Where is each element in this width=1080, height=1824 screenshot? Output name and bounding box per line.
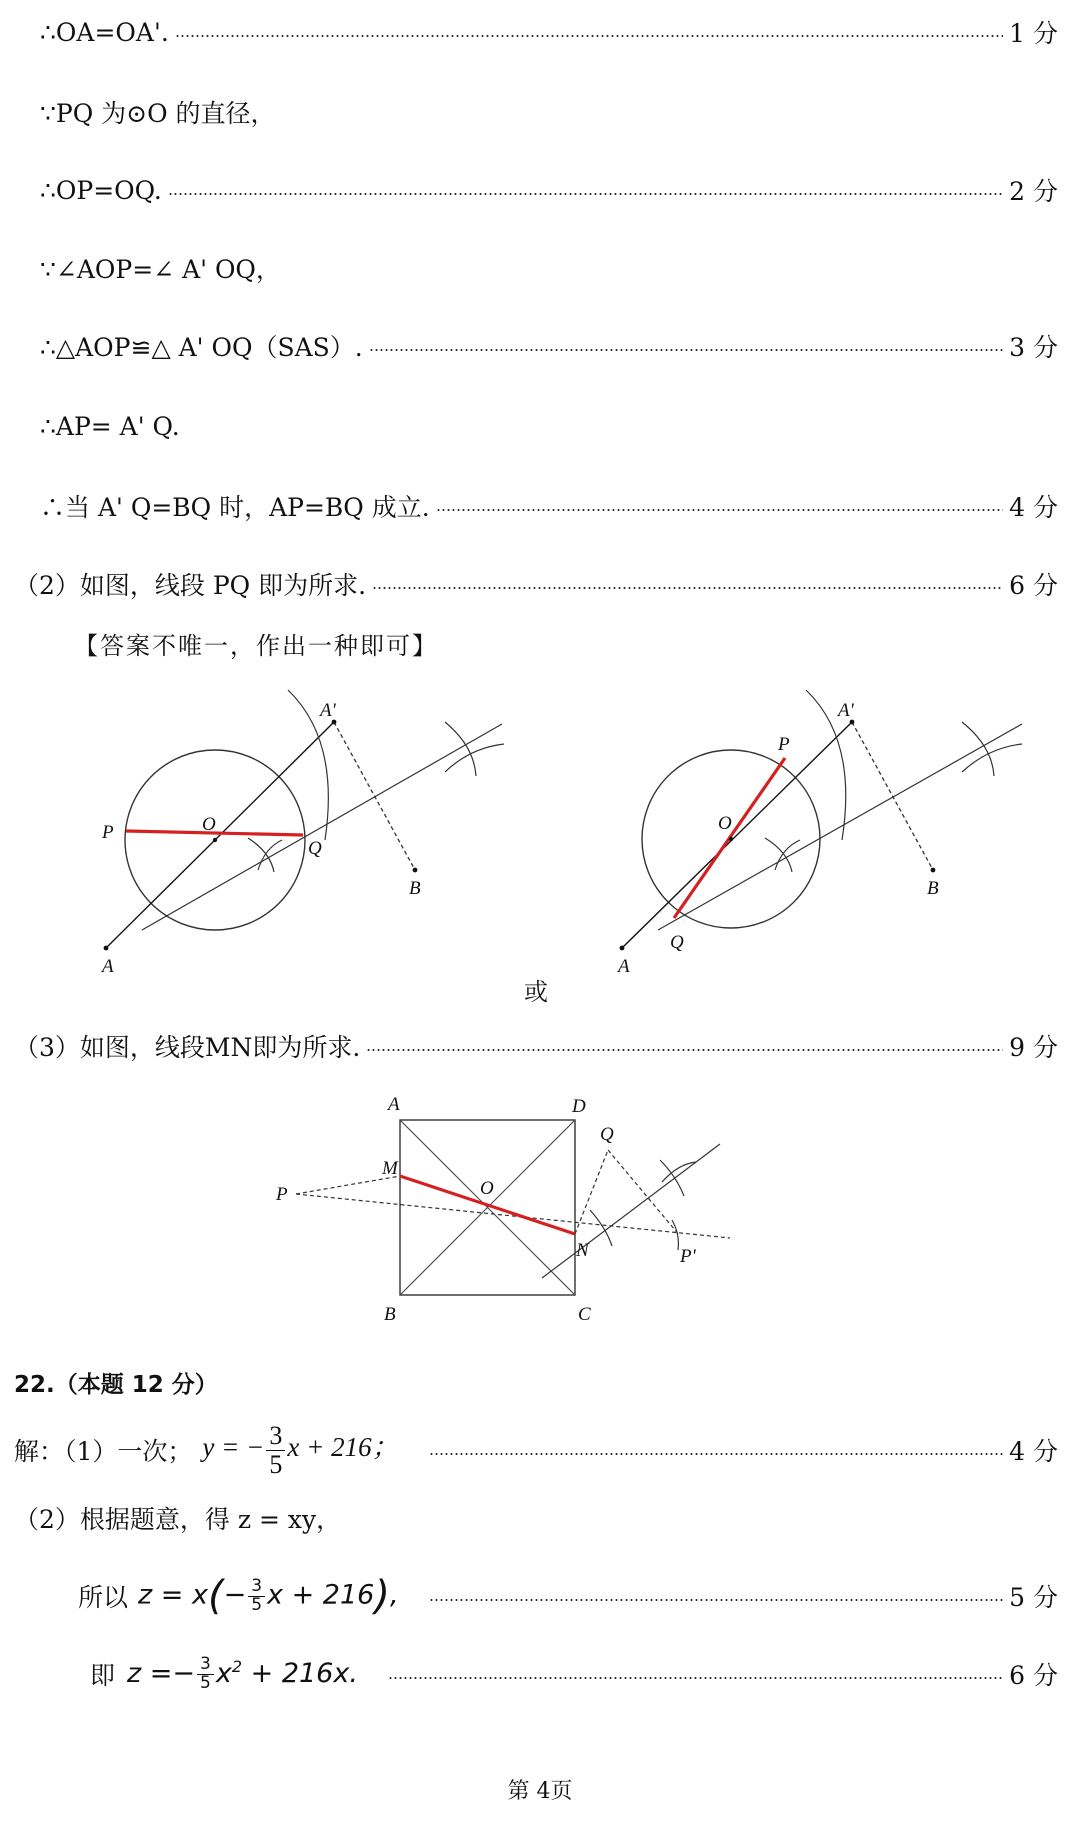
dashed-a1-b bbox=[852, 722, 933, 870]
construction-figure-3 bbox=[260, 1090, 760, 1330]
point-a bbox=[104, 946, 109, 951]
part2-line bbox=[14, 564, 1058, 604]
dashed-a1-b bbox=[334, 722, 415, 870]
label-q: Q bbox=[600, 1124, 614, 1145]
formula-z-quadratic: z =− $\frac{3}{5}$ $x^2 + 216x$. bbox=[127, 1653, 358, 1693]
point-b bbox=[931, 868, 936, 873]
proof-line-6 bbox=[40, 406, 180, 446]
label-a1: A' bbox=[838, 700, 854, 721]
point-b bbox=[413, 868, 418, 873]
label-b: B bbox=[927, 878, 939, 899]
arc-upper-2 bbox=[662, 1162, 696, 1182]
question-22-title: 22.（本题 12 分） bbox=[14, 1372, 218, 1398]
dot-leader bbox=[436, 509, 1003, 511]
part3-line bbox=[14, 1026, 1058, 1066]
proof-line-3 bbox=[40, 170, 1058, 210]
proof-text: ∵PQ 为⊙O 的直径， bbox=[40, 99, 276, 128]
label-a: A bbox=[388, 1094, 400, 1115]
arc-low-2 bbox=[775, 840, 800, 870]
arc-low-2 bbox=[258, 840, 282, 870]
construction-figure-1 bbox=[90, 680, 550, 1000]
score-label: 2 分 bbox=[1009, 177, 1058, 206]
formula-linear: y = − $\frac{3}{5}$ x + 216； bbox=[202, 1421, 399, 1479]
score-label: 3 分 bbox=[1009, 333, 1058, 362]
dot-leader bbox=[429, 1453, 1004, 1455]
score-label: 6 分 bbox=[1009, 571, 1058, 600]
label-p1: P' bbox=[680, 1246, 696, 1267]
dot-leader bbox=[168, 193, 1003, 195]
line-perp-bisector bbox=[142, 724, 502, 930]
score-label: 6 分 bbox=[1009, 1661, 1058, 1690]
step-prefix: 所以 bbox=[78, 1583, 129, 1612]
arc-top-right-2 bbox=[962, 744, 1022, 772]
proof-text: ∴OP=OQ. bbox=[40, 175, 162, 205]
q22-step-3 bbox=[78, 1566, 1058, 1626]
step-prefix: 即 bbox=[90, 1661, 116, 1690]
step-prefix: 解：（1）一次； bbox=[14, 1437, 193, 1466]
label-m: M bbox=[382, 1158, 398, 1179]
dot-leader bbox=[372, 587, 1003, 589]
step-text: （2）根据题意，得 z = xy， bbox=[14, 1505, 342, 1534]
proof-text: ∴AP= A' Q. bbox=[40, 411, 180, 441]
q22-step-1 bbox=[14, 1420, 1058, 1480]
dot-leader bbox=[366, 1049, 1003, 1051]
label-o: O bbox=[202, 814, 216, 835]
arc-upper-1 bbox=[660, 1160, 684, 1196]
label-o: O bbox=[718, 813, 732, 834]
dot-leader bbox=[175, 35, 1003, 37]
q22-step-4 bbox=[90, 1644, 1058, 1704]
label-p: P bbox=[778, 734, 790, 755]
or-label: 或 bbox=[524, 978, 548, 1006]
label-d: D bbox=[572, 1096, 586, 1117]
proof-text: ∴OA=OA'. bbox=[40, 17, 169, 47]
score-label: 5 分 bbox=[1009, 1583, 1058, 1612]
proof-line-4 bbox=[40, 248, 281, 288]
dashed-q-p1 bbox=[608, 1150, 680, 1236]
dot-leader bbox=[388, 1677, 1003, 1679]
label-o: O bbox=[480, 1178, 494, 1199]
point-o bbox=[213, 838, 217, 842]
page-number: 第 4页 bbox=[507, 1779, 573, 1804]
proof-text: ∴△AOP≌△ A' OQ（SAS）. bbox=[40, 333, 363, 362]
dot-leader bbox=[429, 1599, 1004, 1601]
label-a1: A' bbox=[320, 700, 336, 721]
proof-line-1 bbox=[40, 12, 1058, 52]
proof-text: （2）如图，线段 PQ 即为所求. bbox=[14, 571, 367, 600]
label-c: C bbox=[578, 1304, 591, 1325]
point-a bbox=[620, 946, 625, 951]
dot-leader bbox=[369, 349, 1003, 351]
line-a-a1 bbox=[622, 722, 852, 948]
label-a: A bbox=[618, 956, 630, 977]
proof-text: ∵∠AOP=∠ A' OQ， bbox=[40, 255, 281, 284]
arc-p1 bbox=[672, 1220, 678, 1250]
score-label: 9 分 bbox=[1009, 1033, 1058, 1062]
label-p: P bbox=[102, 822, 114, 843]
label-a: A bbox=[102, 956, 114, 977]
answer-note: 【答案不唯一，作出一种即可】 bbox=[74, 632, 438, 660]
label-b: B bbox=[409, 878, 421, 899]
proof-text: （3）如图，线段MN即为所求. bbox=[14, 1033, 361, 1062]
proof-line-7 bbox=[40, 486, 1058, 526]
label-p: P bbox=[276, 1184, 288, 1205]
score-label: 1 分 bbox=[1009, 19, 1058, 48]
line-perp-bisector bbox=[658, 724, 1022, 930]
score-label: 4 分 bbox=[1009, 493, 1058, 522]
point-o bbox=[729, 837, 733, 841]
proof-line-5 bbox=[40, 326, 1058, 366]
proof-text: ∴当 A' Q=BQ 时，AP=BQ 成立. bbox=[40, 493, 430, 522]
proof-line-2 bbox=[40, 92, 276, 132]
construction-figure-2 bbox=[610, 680, 1070, 1000]
q22-step-2 bbox=[14, 1498, 341, 1538]
label-n: N bbox=[576, 1240, 589, 1261]
formula-z-product: z = x(− $\frac{3}{5}$ x + 216), bbox=[138, 1573, 399, 1619]
dashed-n-q bbox=[575, 1150, 608, 1234]
label-q: Q bbox=[670, 932, 684, 953]
label-q: Q bbox=[308, 838, 322, 859]
label-b: B bbox=[384, 1304, 396, 1325]
score-label: 4 分 bbox=[1009, 1437, 1058, 1466]
dashed-p-p1 bbox=[296, 1194, 730, 1238]
